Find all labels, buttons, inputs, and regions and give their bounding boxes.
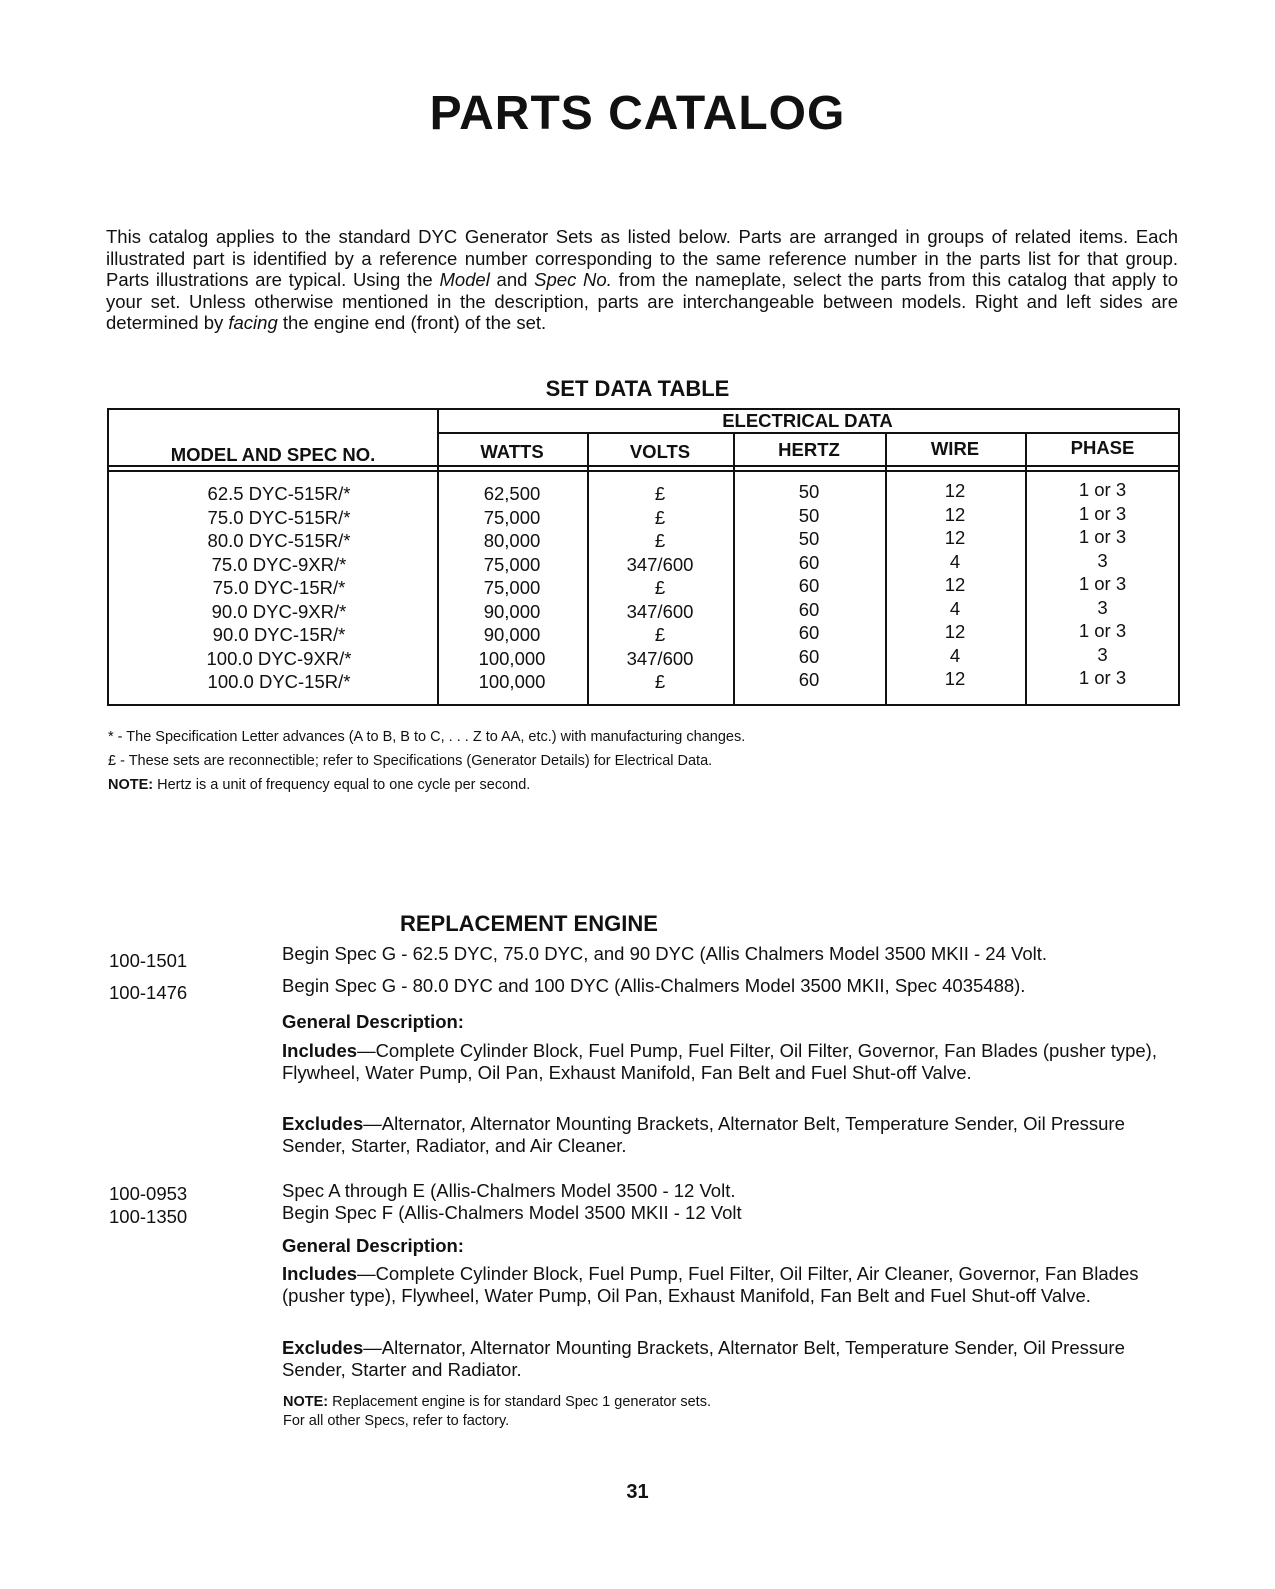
table-cell: 3: [1097, 643, 1108, 665]
includes-text: Includes—Complete Cylinder Block, Fuel Pump, Fuel Filter, Oil Filter, Air Cleaner, Governor, Fan Blades (pusher type), Flywheel, Water Pump, Oil Pan, Exhaust Manifold, Fan Belt and Fuel Shut-off Valve.: [282, 1263, 1139, 1306]
includes-text: Includes—Complete Cylinder Block, Fuel Pump, Fuel Filter, Oil Filter, Governor, Fan Blades (pusher type), Flywheel, Water Pump, Oil Pan, Exhaust Manifold, Fan Belt and Fuel Shut-off Valve.: [282, 1040, 1157, 1083]
table-cell: 1 or 3: [1078, 667, 1127, 688]
table-cell: 75,000: [483, 506, 541, 528]
hertz-header: HERTZ: [778, 439, 840, 460]
watts-header: WATTS: [480, 441, 544, 462]
page-title: PARTS CATALOG: [429, 87, 846, 140]
table-cell: 75.0 DYC-9XR/*: [211, 553, 347, 575]
phase-column: [1025, 478, 1180, 690]
table-cell: 50: [798, 528, 820, 549]
set-data-table: [107, 408, 1180, 706]
table-cell: 347/600: [626, 647, 694, 669]
part-description: Spec A through E (Allis-Chalmers Model 3500 - 12 Volt.: [282, 1180, 736, 1201]
table-cell: 12: [944, 527, 966, 548]
table-cell: £: [654, 671, 666, 692]
footnote-reconnectible: £ - These sets are reconnectible; refer to Specifications (Generator Details) for Electrical Data.: [108, 753, 713, 769]
table-cell: 90.0 DYC-15R/*: [212, 624, 346, 645]
model-header: MODEL AND SPEC NO.: [170, 444, 376, 465]
table-cell: 50: [798, 504, 820, 526]
table-cell: £: [654, 506, 666, 528]
hertz-column: [733, 480, 885, 692]
table-cell: 62,500: [483, 483, 541, 504]
table-cell: 100.0 DYC-9XR/*: [206, 647, 352, 669]
electrical-data-header: ELECTRICAL DATA: [722, 410, 893, 431]
table-cell: £: [654, 577, 666, 598]
part-number: 100-1501: [109, 950, 188, 971]
table-cell: 60: [798, 575, 820, 596]
part-number: 100-0953: [109, 1183, 188, 1204]
table-cell: 80,000: [483, 530, 541, 551]
table-cell: 347/600: [626, 600, 694, 622]
table-cell: 50: [798, 481, 820, 502]
wire-column: [885, 479, 1025, 691]
wire-header: WIRE: [930, 438, 980, 459]
intro-paragraph: This catalog applies to the standard DYC Generator Sets as listed below. Parts are arranged in groups of related items. Each illustrated part is identified by a reference number corresponding to the same reference number in the parts list for that group. Parts illustrations are typical. Using the Model and Spec No. from the nameplate, select the parts from this catalog that apply to your set. Unless otherwise mentioned in the description, parts are interchangeable between models. Right and left sides are determined by facing the engine end (front) of the set.: [106, 226, 1178, 333]
table-cell: 12: [944, 621, 966, 642]
table-cell: 12: [944, 668, 966, 689]
volts-column: [587, 482, 733, 694]
table-cell: 90,000: [483, 600, 541, 622]
table-cell: 12: [944, 503, 966, 525]
table-cell: 3: [1097, 596, 1108, 618]
table-cell: 1 or 3: [1078, 502, 1127, 524]
table-cell: £: [654, 624, 666, 645]
general-description-label: General Description:: [282, 1235, 464, 1256]
footnote-spec-letter: * - The Specification Letter advances (A to B, B to C, . . . Z to AA, etc.) with manufacturing changes.: [108, 729, 746, 745]
volts-header: VOLTS: [629, 441, 691, 462]
table-cell: 3: [1097, 549, 1108, 571]
table-cell: 1 or 3: [1078, 573, 1127, 594]
page-number: 31: [626, 1481, 649, 1503]
excludes-text: Excludes—Alternator, Alternator Mounting Brackets, Alternator Belt, Temperature Sender, Oil Pressure Sender, Starter, Radiator, and Air Cleaner.: [282, 1113, 1125, 1156]
table-cell: 60: [798, 645, 820, 667]
part-description: Begin Spec G - 62.5 DYC, 75.0 DYC, and 90 DYC (Allis Chalmers Model 3500 MKII - 24 Volt.: [282, 943, 1048, 964]
table-cell: 100,000: [478, 671, 546, 692]
table-cell: 75.0 DYC-15R/*: [212, 577, 346, 598]
excludes-text: Excludes—Alternator, Alternator Mounting Brackets, Alternator Belt, Temperature Sender, Oil Pressure Sender, Starter and Radiator.: [282, 1337, 1125, 1380]
table-cell: 75,000: [483, 577, 541, 598]
table-cell: 4: [949, 597, 961, 619]
watts-column: [437, 482, 587, 694]
replacement-engine-note: NOTE: Replacement engine is for standard Spec 1 generator sets. For all other Specs, refer to factory.: [283, 1394, 711, 1429]
replacement-engine-title: REPLACEMENT ENGINE: [400, 911, 658, 936]
table-cell: 62.5 DYC-515R/*: [207, 483, 351, 504]
table-cell: 1 or 3: [1078, 479, 1127, 500]
table-cell: 80.0 DYC-515R/*: [207, 530, 351, 551]
table-cell: 75,000: [483, 553, 541, 575]
footnote-note: NOTE: Hertz is a unit of frequency equal to one cycle per second.: [108, 777, 531, 793]
phase-header: PHASE: [1070, 437, 1135, 458]
table-cell: 90,000: [483, 624, 541, 645]
table-cell: 347/600: [626, 553, 694, 575]
table-cell: 12: [944, 574, 966, 595]
table-cell: 4: [949, 550, 961, 572]
table-cell: 100.0 DYC-15R/*: [207, 671, 351, 692]
table-cell: £: [654, 530, 666, 551]
table-cell: 75.0 DYC-515R/*: [207, 506, 351, 528]
part-number: 100-1476: [109, 982, 188, 1003]
table-footnotes: [108, 725, 745, 797]
general-description-label: General Description:: [282, 1011, 464, 1032]
table-cell: 60: [798, 551, 820, 573]
model-column: [129, 482, 429, 694]
table-cell: 60: [798, 622, 820, 643]
table-cell: £: [654, 483, 666, 504]
part-description: Begin Spec G - 80.0 DYC and 100 DYC (Allis-Chalmers Model 3500 MKII, Spec 4035488).: [282, 975, 1026, 996]
table-cell: 12: [944, 480, 966, 501]
part-number: 100-1350: [109, 1206, 188, 1227]
set-data-table-title: SET DATA TABLE: [545, 376, 730, 401]
table-cell: 90.0 DYC-9XR/*: [211, 600, 347, 622]
table-cell: 100,000: [478, 647, 546, 669]
part-description: Begin Spec F (Allis-Chalmers Model 3500 MKII - 12 Volt: [282, 1202, 742, 1223]
table-cell: 1 or 3: [1078, 526, 1127, 547]
table-cell: 4: [949, 644, 961, 666]
table-cell: 60: [798, 669, 820, 690]
table-cell: 1 or 3: [1078, 620, 1127, 641]
table-cell: 60: [798, 598, 820, 620]
